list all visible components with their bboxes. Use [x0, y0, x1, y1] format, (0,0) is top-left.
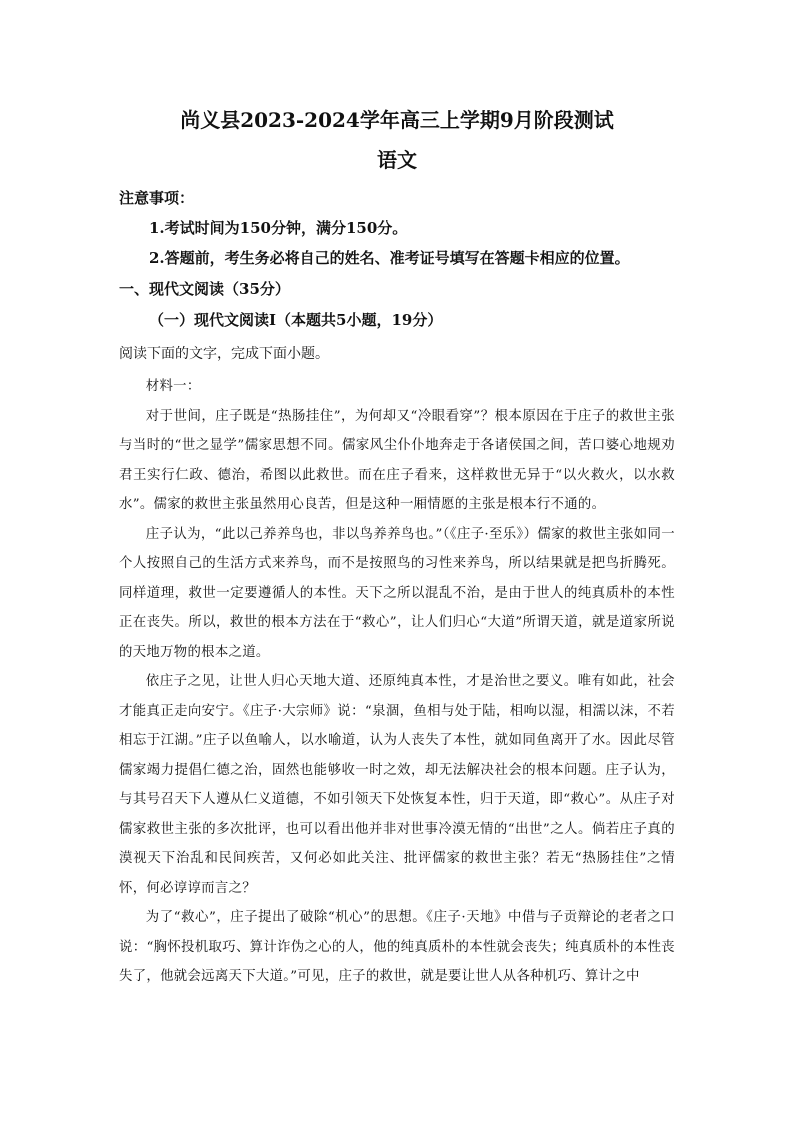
notice-heading: 注意事项： [119, 189, 195, 207]
notice-item-2: 2.答题前，考生务必将自己的姓名、准考证号填写在答题卡相应的位置。 [149, 249, 630, 267]
material-body [119, 372, 675, 992]
material-paragraph: 依庄子之见，让世人归心天地大道、还原纯真本性，才是治世之要义。唯有如此，社会才能真正走向安宁。《庄子·大宗师》说：“泉涸，鱼相与处于陆，相呴以湿，相濡以沫，不若相忘于江湖。”庄子以鱼喻人，以水喻道，认为人丧失了本性，就如同鱼离开了水。因此尽管儒家竭力提倡仁德之治，固然也能够收一时之效，却无法解决社会的根本问题。庄子认为，与其号召天下人遵从仁义道德，不如引领天下处恢复本性，归于天道，即“救心”。从庄子对儒家救世主张的多次批评，也可以看出他并非对世事冷漠无情的“出世”之人。倘若庄子真的漠视天下治乱和民间疾苦，又何必如此关注、批评儒家的救世主张？若无“热肠挂住”之情怀，何必谆谆而言之？ [119, 674, 675, 896]
material-paragraph: 对于世间，庄子既是“热肠挂住”，为何却又“冷眼看穿”？根本原因在于庄子的救世主张与当时的“世之显学”儒家思想不同。儒家风尘仆仆地奔走于各诸侯国之间，苦口婆心地规劝君王实行仁政、德治，希图以此救世。而在庄子看来，这样救世无异于“以火救火，以水救水”。儒家的救世主张虽然用心良苦，但是这种一厢情愿的主张是根本行不通的。 [119, 408, 675, 512]
material-paragraph: 庄子认为，“此以己养养鸟也，非以鸟养养鸟也。”（《庄子·至乐》）儒家的救世主张如同一个人按照自己的生活方式来养鸟，而不是按照鸟的习性来养鸟，所以结果就是把鸟折腾死。同样道理，救世一定要遵循人的本性。天下之所以混乱不治，是由于世人的纯真质朴的本性正在丧失。所以，救世的根本方法在于“救心”，让人们归心“大道”所谓天道，就是道家所说的天地万物的根本之道。 [119, 526, 675, 660]
material-label: 材料一： [145, 379, 201, 394]
subject-title: 语文 [377, 148, 417, 172]
section-subheading: （一）现代文阅读Ⅰ（本题共5小题，19分） [149, 311, 443, 329]
material-paragraph: 为了“救心”，庄子提出了破除“机心”的思想。《庄子·天地》中借与子贡辩论的老者之口说：“胸怀投机取巧、算计诈伪之心的人，他的纯真质朴的本性就会丧失；纯真质朴的本性丧失了，他就会远离天下大道。”可见，庄子的救世，就是要让世人从各种机巧、算计之中 [119, 910, 675, 984]
section-heading: 一、现代文阅读（35分） [119, 280, 290, 298]
notice-item-1: 1.考试时间为150分钟，满分150分。 [149, 219, 408, 237]
exam-title: 尚义县2023-2024学年高三上学期9月阶段测试 [180, 108, 614, 132]
reading-instruction: 阅读下面的文字，完成下面小题。 [119, 346, 329, 362]
